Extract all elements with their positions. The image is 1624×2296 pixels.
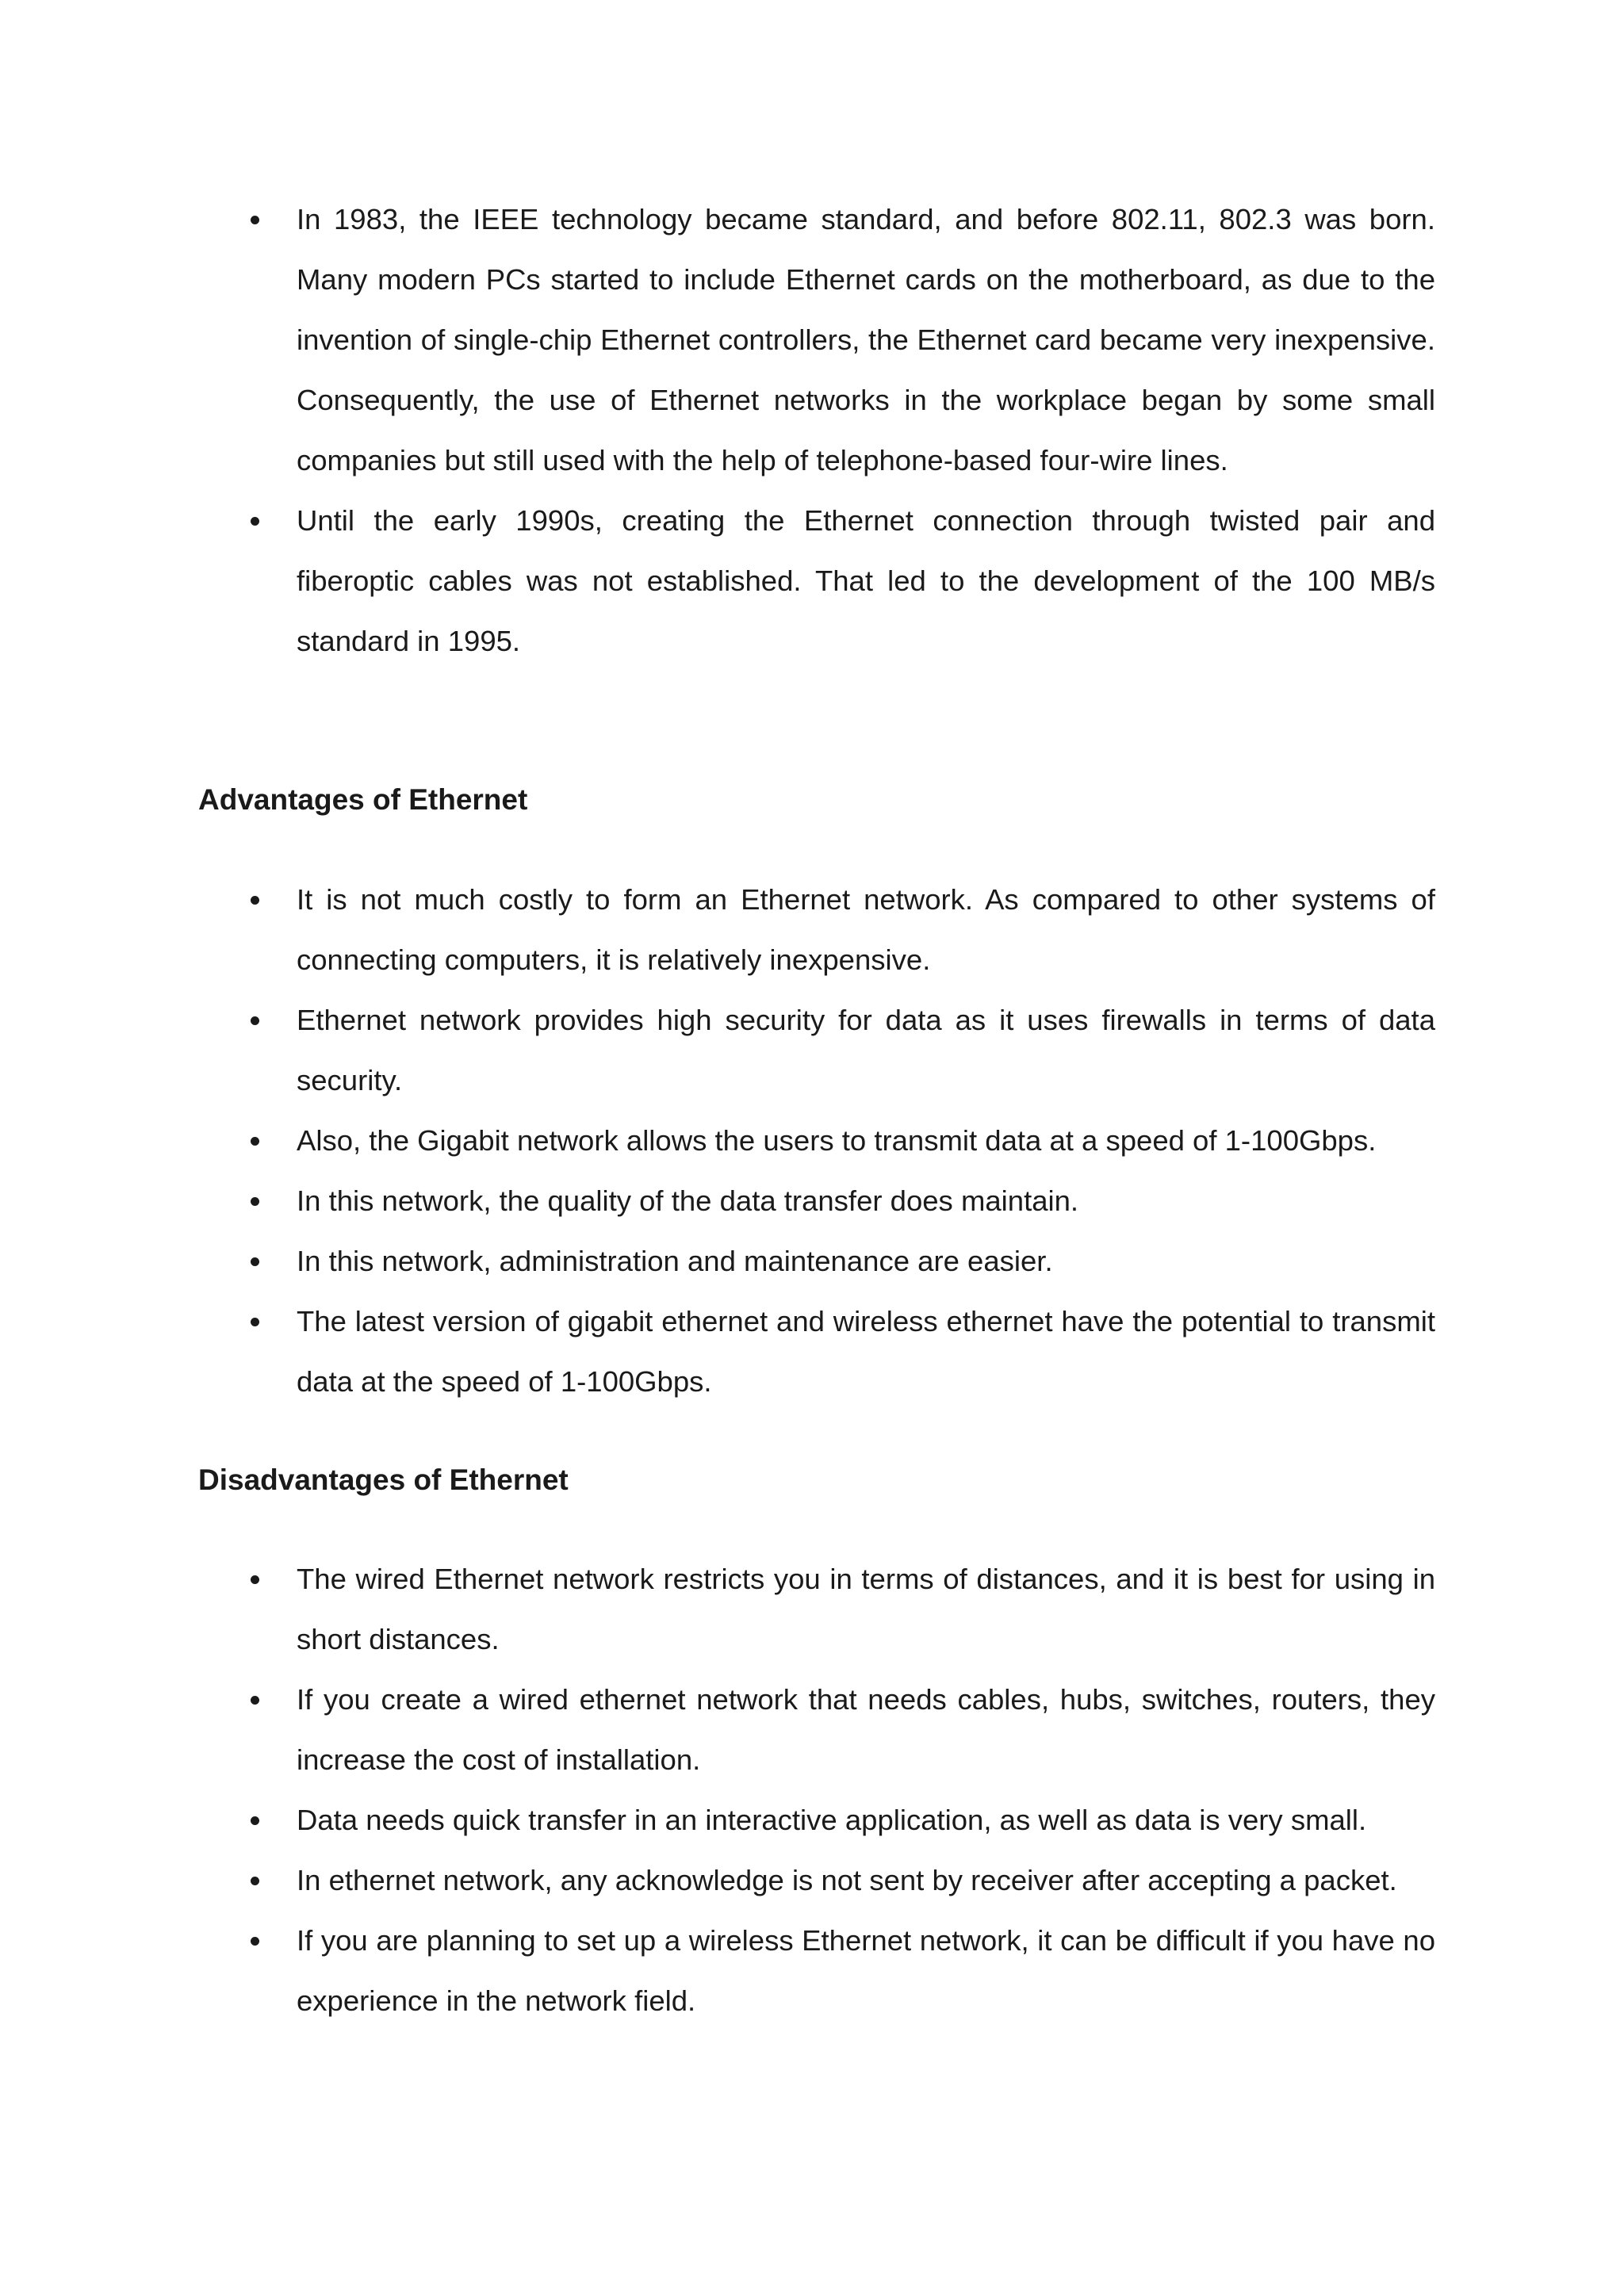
list-item [198,1171,1435,1231]
bullet-icon [251,216,259,224]
list-item [198,870,1435,990]
list-item-text: If you create a wired ethernet network that needs cables, hubs, switches, routers, they increase the cost of installation. [297,1683,1435,1776]
bullet-icon [251,1197,259,1206]
list-item [198,1670,1435,1790]
list-item [198,491,1435,672]
list-item-text: Until the early 1990s, creating the Ethernet connection through twisted pair and fiberoptic cables was not established. That led to the development of the 100 MB/s standard in 1995. [297,504,1435,657]
list-item [198,1911,1435,2031]
bullet-icon [251,517,259,526]
bullet-icon [251,1696,259,1705]
bullet-icon [251,896,259,905]
list-item-text: If you are planning to set up a wireless Ethernet network, it can be difficult if you have no experience in the network field. [297,1924,1435,2017]
list-item [198,1231,1435,1292]
list-item [198,1790,1435,1850]
bullet-icon [251,1877,259,1885]
bullet-icon [251,1318,259,1326]
list-item [198,1292,1435,1412]
list-item-text: In this network, the quality of the data transfer does maintain. [297,1184,1079,1217]
bullet-icon [251,1257,259,1266]
list-item-text: In this network, administration and maintenance are easier. [297,1245,1053,1277]
list-item-text: Also, the Gigabit network allows the users to transmit data at a speed of 1-100Gbps. [297,1124,1377,1157]
list-item-text: In ethernet network, any acknowledge is not sent by receiver after accepting a packet. [297,1864,1397,1896]
disadvantages-heading: Disadvantages of Ethernet [198,1464,569,1496]
advantages-list [198,870,1435,1412]
bullet-icon [251,1016,259,1025]
list-item [198,1549,1435,1670]
list-item [198,1850,1435,1911]
disadvantages-list [198,1549,1435,2031]
list-item-text: Data needs quick transfer in an interactive application, as well as data is very small. [297,1804,1367,1836]
advantages-heading: Advantages of Ethernet [198,783,528,816]
list-item-text: The wired Ethernet network restricts you in terms of distances, and it is best for using in short distances. [297,1563,1435,1655]
bullet-icon [251,1137,259,1146]
list-item [198,990,1435,1111]
list-item-text: Ethernet network provides high security for data as it uses firewalls in terms of data security. [297,1004,1435,1096]
list-item-text: In 1983, the IEEE technology became standard, and before 802.11, 802.3 was born. Many modern PCs started to include Ethernet cards on the motherboard, as due to the invention of single-chip Ethernet controllers, the Ethernet card became very inexpensive. Consequently, the use of Ethernet networks in the workplace began by some small companies but still used with the help of telephone-based four-wire lines. [297,203,1435,476]
bullet-icon [251,1575,259,1584]
list-item-text: The latest version of gigabit ethernet and wireless ethernet have the potential to transmit data at the speed of 1-100Gbps. [297,1305,1435,1398]
bullet-icon [251,1816,259,1825]
list-item [198,189,1435,491]
history-list [198,189,1435,672]
bullet-icon [251,1937,259,1946]
list-item [198,1111,1435,1171]
list-item-text: It is not much costly to form an Ethernet network. As compared to other systems of connecting computers, it is relatively inexpensive. [297,883,1435,976]
